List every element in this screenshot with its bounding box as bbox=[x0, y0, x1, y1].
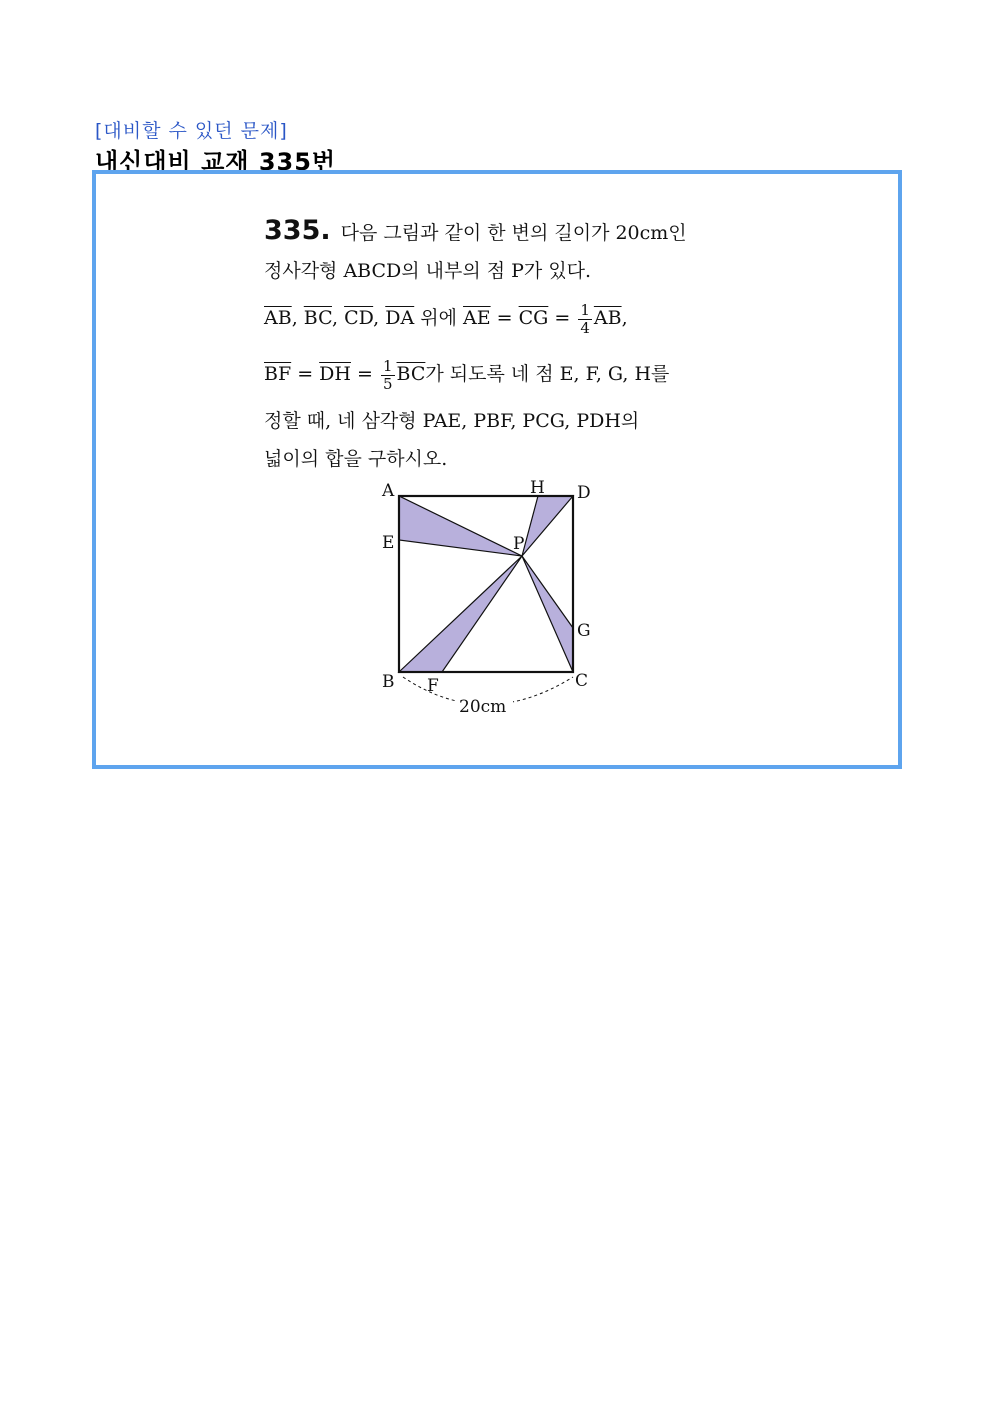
text-on: 위에 bbox=[414, 307, 464, 329]
square-figure bbox=[370, 474, 630, 724]
segment-cg: $\overline{CG}$ bbox=[518, 307, 549, 329]
segment-ae: $\overline{AE}$ bbox=[463, 307, 491, 329]
fraction-numerator: 1 bbox=[580, 300, 590, 319]
label-h: H bbox=[530, 478, 545, 498]
page-title: 내신대비 교재 335번 bbox=[95, 148, 337, 176]
equals: = bbox=[291, 363, 320, 385]
dimension-label: 20cm bbox=[459, 697, 507, 717]
problem-text bbox=[264, 212, 734, 478]
segment-ab: $\overline{AB}$ bbox=[264, 307, 292, 329]
comma: , bbox=[621, 307, 628, 329]
separator: , bbox=[291, 307, 304, 329]
label-f: F bbox=[427, 676, 439, 696]
triangle-pdh bbox=[522, 496, 573, 556]
triangle-pbf bbox=[399, 556, 522, 672]
segment-cd: $\overline{CD}$ bbox=[344, 307, 374, 329]
triangle-pae bbox=[399, 496, 525, 556]
problem-line-4-rest: 가 되도록 네 점 E, F, G, H를 bbox=[425, 363, 670, 385]
segment-dh: $\overline{DH}$ bbox=[319, 363, 351, 385]
label-e: E bbox=[382, 533, 395, 553]
equals: = bbox=[548, 307, 577, 329]
fraction-denominator: 5 bbox=[382, 374, 393, 393]
problem-line-3 bbox=[264, 290, 734, 346]
problem-line-6: 넓이의 합을 구하시오. bbox=[264, 448, 448, 470]
problem-line-1-text: 다음 그림과 같이 한 변의 길이가 20cm인 bbox=[340, 222, 687, 244]
problem-line-4 bbox=[264, 346, 734, 402]
fraction-numerator: 1 bbox=[382, 356, 393, 375]
label-p: P bbox=[513, 534, 525, 554]
separator: , bbox=[373, 307, 386, 329]
label-c: C bbox=[575, 671, 589, 691]
segment-bc: $\overline{BC}$ bbox=[396, 363, 426, 385]
section-tag: [대비할 수 있던 문제] bbox=[95, 120, 288, 142]
problem-line-5: 정할 때, 네 삼각형 PAE, PBF, PCG, PDH의 bbox=[264, 410, 640, 432]
problem-number: 335. bbox=[264, 215, 331, 246]
label-b: B bbox=[382, 672, 395, 692]
segment-ab: $\overline{AB}$ bbox=[593, 307, 622, 329]
problem-line-2: 정사각형 ABCD의 내부의 점 P가 있다. bbox=[264, 260, 592, 282]
separator: , bbox=[331, 307, 345, 329]
fraction-denominator: 4 bbox=[580, 318, 590, 337]
label-g: G bbox=[577, 621, 591, 641]
equals: = bbox=[490, 307, 519, 329]
segment-da: $\overline{DA}$ bbox=[385, 307, 415, 329]
label-d: D bbox=[577, 483, 591, 503]
triangle-pcg bbox=[522, 556, 573, 672]
label-a: A bbox=[382, 481, 395, 501]
segment-bc: $\overline{BC}$ bbox=[303, 307, 332, 329]
equals: = bbox=[350, 363, 379, 385]
segment-bf: $\overline{BF}$ bbox=[264, 363, 292, 385]
fraction-one-fifth bbox=[381, 358, 395, 393]
problem-line-1 bbox=[264, 212, 734, 252]
fraction-one-quarter bbox=[578, 302, 592, 337]
